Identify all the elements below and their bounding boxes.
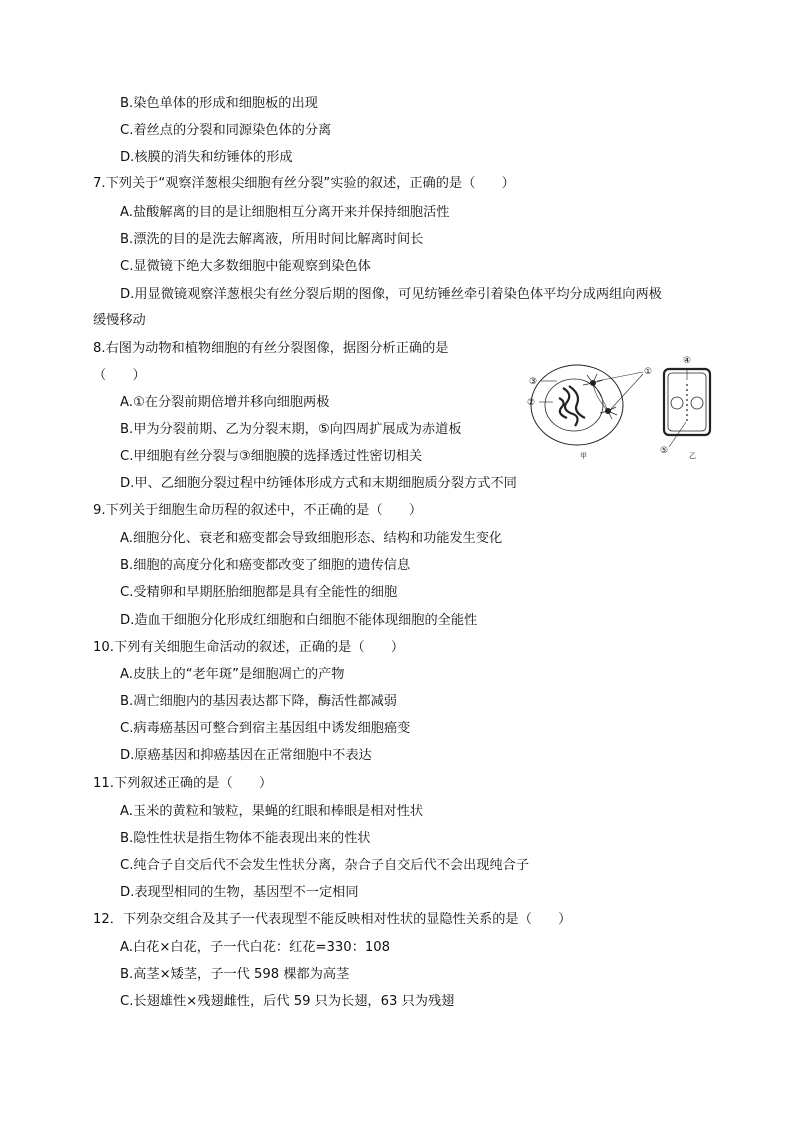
mitosis-figure: [517, 350, 717, 460]
q12-option-a: A.白花×白花，子一代白花：红花=330：108: [120, 940, 391, 955]
q8-option-d: D.甲、乙细胞分裂过程中纺锤体形成方式和末期细胞质分裂方式不同: [120, 476, 517, 491]
q10-option-c: C.病毒癌基因可整合到宿主基因组中诱发细胞癌变: [120, 721, 411, 736]
label-yi: 乙: [689, 452, 696, 460]
q8-option-a: A.①在分裂前期倍增并移向细胞两极: [120, 395, 330, 410]
q11-option-a: A.玉米的黄粒和皱粒，果蝇的红眼和棒眼是相对性状: [120, 804, 424, 819]
spindle-rays: [583, 374, 617, 419]
label-3: ③: [529, 377, 538, 387]
label-jia: 甲: [580, 452, 587, 460]
q10-stem: 10.下列有关细胞生命活动的叙述，正确的是（ ）: [93, 640, 405, 655]
plant-cell-inner: [668, 373, 706, 431]
q10-option-a: A.皮肤上的“老年斑”是细胞凋亡的产物: [120, 667, 345, 682]
q9-option-b: B.细胞的高度分化和癌变都改变了细胞的遗传信息: [120, 558, 411, 573]
label-1: ①: [644, 367, 653, 377]
q9-option-d: D.造血干细胞分化形成红细胞和白细胞不能体现细胞的全能性: [120, 613, 478, 628]
chromosomes: [559, 386, 585, 426]
q7-option-a: A.盐酸解离的目的是让细胞相互分离开来并保持细胞活性: [120, 205, 450, 220]
q12-option-b: B.高茎×矮茎，子一代 598 棵都为高茎: [120, 967, 350, 982]
q12-stem: 12．下列杂交组合及其子一代表现型不能反映相对性状的显隐性关系的是（ ）: [93, 912, 572, 927]
q7-option-c: C.显微镜下绝大多数细胞中能观察到染色体: [120, 259, 371, 274]
label-4: ④: [683, 356, 692, 366]
q6-option-b: B.染色单体的形成和细胞板的出现: [120, 96, 318, 111]
q10-option-b: B.凋亡细胞内的基因表达都下降，酶活性都减弱: [120, 694, 397, 709]
daughter-nucleus-right: [691, 397, 703, 409]
q8-option-c: C.甲细胞有丝分裂与③细胞膜的选择透过性密切相关: [120, 449, 423, 464]
q9-option-a: A.细胞分化、衰老和癌变都会导致细胞形态、结构和功能发生变化: [120, 531, 503, 546]
q7-option-d: D.用显微镜观察洋葱根尖有丝分裂后期的图像，可见纺锤丝牵引着染色体平均分成两组向两极: [120, 287, 662, 302]
q12-option-c: C.长翅雄性×残翅雌性，后代 59 只为长翅，63 只为残翅: [120, 994, 455, 1009]
q9-option-c: C.受精卵和早期胚胎细胞都是具有全能性的细胞: [120, 585, 398, 600]
q11-option-b: B.隐性性状是指生物体不能表现出来的性状: [120, 831, 371, 846]
q11-stem: 11.下列叙述正确的是（ ）: [93, 776, 273, 791]
q9-stem: 9.下列关于细胞生命历程的叙述中，不正确的是（ ）: [93, 503, 423, 518]
animal-nucleus: [545, 379, 603, 431]
q7-option-d-continued: 缓慢移动: [93, 313, 146, 328]
q7-option-b: B.漂洗的目的是洗去解离液，所用时间比解离时间长: [120, 232, 424, 247]
label-5: ⑤: [660, 446, 669, 456]
q11-option-c: C.纯合子自交后代不会发生性状分离，杂合子自交后代不会出现纯合子: [120, 858, 530, 873]
leader-1a: [597, 372, 643, 381]
q8-option-b: B.甲为分裂前期、乙为分裂末期，⑤向四周扩展成为赤道板: [120, 422, 462, 437]
label-2: ②: [527, 398, 536, 408]
q8-stem: 8.右图为动物和植物细胞的有丝分裂图像，据图分析正确的是: [93, 341, 449, 356]
q7-stem: 7.下列关于“观察洋葱根尖细胞有丝分裂”实验的叙述，正确的是（ ）: [93, 176, 515, 191]
q11-option-d: D.表现型相同的生物，基因型不一定相同: [120, 885, 359, 900]
q10-option-d: D.原癌基因和抑癌基因在正常细胞中不表达: [120, 748, 372, 763]
q6-option-c: C.着丝点的分裂和同源染色体的分离: [120, 123, 332, 138]
q6-option-d: D.核膜的消失和纺锤体的形成: [120, 150, 293, 165]
daughter-nucleus-left: [671, 397, 683, 409]
leader-1b: [610, 374, 643, 410]
q8-stem-bracket: （ ）: [93, 368, 146, 383]
